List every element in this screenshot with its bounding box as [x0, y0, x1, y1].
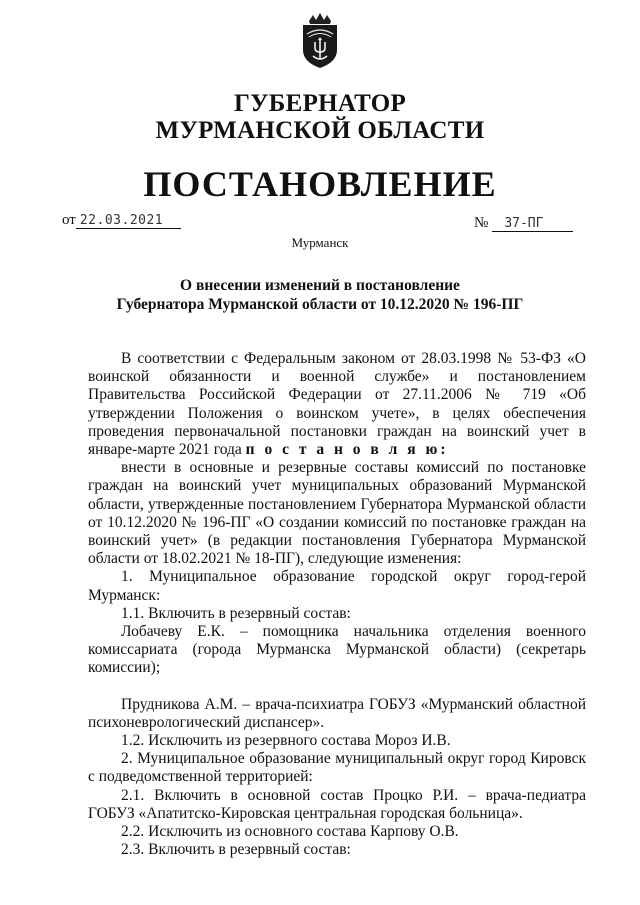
region-title: МУРМАНСКОЙ ОБЛАСТИ	[155, 117, 485, 144]
date-value: 22.03.2021	[76, 213, 181, 229]
subject-line-2: Губернатора Мурманской области от 10.12.2020 № 196-ПГ	[116, 296, 524, 313]
document-date	[62, 212, 181, 229]
governor-title: ГУБЕРНАТОР	[233, 90, 407, 117]
date-prefix: от	[62, 212, 76, 228]
number-prefix: №	[474, 215, 489, 231]
body-paragraph: 2.3. Включить в резервный состав:	[121, 841, 351, 859]
body-paragraph: Лобачеву Е.К. – помощника начальника отделения военного комиссариата (города Мурманска Мурманской области) (секретарь комиссии);	[88, 623, 586, 677]
preamble-text: В соответствии с Федеральным законом от 28.03.1998 № 53-ФЗ «О воинской обязанности и военной службе» и постановлением Правительства Российской Федерации от 27.11.2006 № 719 «Об утверждении Положения о воинском учете», в целях обеспечения проведения первоначальной постановки граждан на воинский учет в январе-марте 2021 года	[88, 350, 586, 459]
document-type-heading: ПОСТАНОВЛЕНИЕ	[143, 164, 497, 204]
body-paragraph: Прудникова А.М. – врача-психиатра ГОБУЗ «Мурманский областной психоневрологический диспансер».	[88, 695, 586, 731]
body-paragraph: 2. Муниципальное образование муниципальный округ город Кировск с подведомственной территорией:	[88, 750, 586, 786]
murmansk-coat-of-arms-icon	[297, 12, 343, 70]
body-paragraph: 1.2. Исключить из резервного состава Мороз И.В.	[121, 732, 451, 750]
city-name: Мурманск	[291, 235, 349, 250]
body-paragraph: 1. Муниципальное образование городской округ город-герой Мурманск:	[88, 568, 586, 604]
subject-line-1: О внесении изменений в постановление	[180, 277, 460, 294]
body-paragraph: 1.1. Включить в резервный состав:	[121, 604, 351, 622]
document-body	[88, 350, 586, 859]
body-paragraph: 2.1. Включить в основной состав Процко Р.И. – врача-педиатра ГОБУЗ «Апатитско-Кировская центральная городская больница».	[88, 786, 586, 822]
resolve-word: п о с т а н о в л я ю:	[245, 441, 449, 459]
number-value: 37-ПГ	[492, 216, 573, 232]
preamble-paragraph	[88, 350, 586, 459]
body-paragraph: 2.2. Исключить из основного состава Карпову О.В.	[121, 823, 459, 841]
document-number	[474, 215, 573, 232]
document-subject	[0, 276, 640, 314]
body-paragraph: внести в основные и резервные составы комиссий по постановке граждан на воинский учет муниципальных образований Мурманской области, утвержденные постановлением Губернатора Мурманской области от 10.12.2020 № 196-ПГ «О создании комиссий по постановке граждан на воинский учет» (в редакции постановления Губернатора Мурманской области от 18.02.2021 № 18-ПГ), следующие изменения:	[88, 459, 586, 568]
